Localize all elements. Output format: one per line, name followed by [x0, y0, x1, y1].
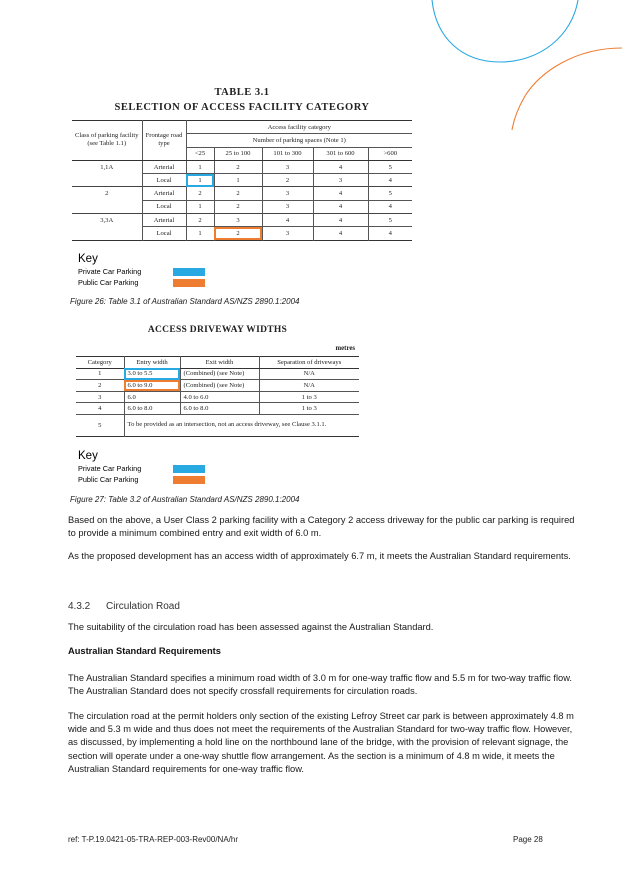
value-cell: 4: [262, 214, 313, 227]
table-3-1-figure: [72, 85, 412, 251]
value-cell: 4: [313, 200, 368, 213]
header-entry: Entry width: [124, 357, 180, 369]
range-header: 25 to 100: [214, 147, 262, 160]
table-3-1-title: TABLE 3.1: [214, 87, 270, 98]
value-cell: 2: [214, 200, 262, 213]
table-row: [76, 380, 359, 392]
range-header: >600: [368, 147, 412, 160]
paragraph-road-width: The Australian Standard specifies a minimum road width of 3.0 m for one-way traffic flow and 5.5 m for two-way traffic flow. The Australian Standard does not specify crossfall requirements for circulation roads.: [68, 673, 572, 697]
value-cell: 3: [262, 160, 313, 173]
value-cell: 4: [313, 160, 368, 173]
exit-cell: (Combined) (see Note): [180, 380, 259, 392]
value-cell: 1: [214, 174, 262, 187]
key-title: Key: [78, 450, 98, 462]
table-3-1-subtitle: SELECTION OF ACCESS FACILITY CATEGORY: [114, 102, 370, 113]
key-public: [78, 475, 208, 485]
road-cell: Arterial: [142, 214, 186, 227]
value-cell: 4: [368, 200, 412, 213]
value-cell: 2: [214, 187, 262, 200]
value-cell: 4: [368, 174, 412, 187]
access-facility-table: [72, 120, 412, 241]
table-3-2-title: ACCESS DRIVEWAY WIDTHS: [147, 325, 288, 335]
class-cell: 1,1A: [100, 163, 114, 171]
blue-arc: [432, 0, 578, 62]
value-cell: 4: [313, 187, 368, 200]
footer-reference: ref: T-P.19.0421-05-TRA-REP-003-Rev00/NA/hr: [68, 835, 239, 844]
value-cell: 1: [186, 227, 214, 240]
class-cell: 2: [72, 187, 142, 200]
header-group: Access facility category: [186, 121, 412, 134]
value-cell: 2: [262, 174, 313, 187]
road-cell: Local: [142, 174, 186, 187]
key-private: [78, 464, 208, 474]
paragraph-driveway-requirement: Based on the above, a User Class 2 parking facility with a Category 2 access driveway for the public car parking is required to provide a minimum combined entry and exit width of 6.0 m.: [68, 515, 575, 539]
value-cell: 2: [186, 214, 214, 227]
key-title: Key: [78, 253, 98, 265]
category-cell: 1: [76, 368, 124, 380]
road-cell: Arterial: [142, 160, 186, 173]
value-cell: 1: [186, 200, 214, 213]
paragraph-circulation-road: The circulation road at the permit holders only section of the existing Lefroy Street car park is between approximately 4.8 m wide and 5.3 m wide and thus does not meet the requirements of the Australian Standard for two-way traffic flow. However, as discussed, by implementing a hold line on the northbound lane of the bridge, with the provision of relevant signage, the section will operate under a one-way shuttle flow arrangement. As the section is a minimum of 4.8 m wide, it meets the Australian Standard requirements for one-way traffic flow.: [68, 711, 574, 774]
value-cell: 5: [368, 214, 412, 227]
value-cell: 3: [214, 214, 262, 227]
header-frontage: Frontage road type: [142, 121, 186, 161]
key-public-label: Public Car Parking: [78, 278, 139, 287]
key-public: [78, 278, 208, 288]
exit-cell: 4.0 to 6.0: [180, 391, 259, 403]
section-title: Circulation Road: [106, 601, 180, 612]
key-public-swatch: [173, 279, 205, 287]
orange-arc: [512, 48, 622, 130]
header-separation: Separation of driveways: [259, 357, 359, 369]
figure-26-caption: Figure 26: Table 3.1 of Australian Standard AS/NZS 2890.1:2004: [70, 297, 300, 306]
key-private-swatch: [173, 465, 205, 473]
table-row: [72, 214, 412, 227]
value-cell: 3: [262, 200, 313, 213]
table-3-2-figure: [72, 320, 363, 450]
road-cell: Arterial: [142, 187, 186, 200]
table-3-2-unit: metres: [335, 345, 355, 352]
range-header: 301 to 600: [313, 147, 368, 160]
table-row: [76, 391, 359, 403]
header-subgroup: Number of parking spaces (Note 1): [186, 134, 412, 147]
subheading-standard-requirements: Australian Standard Requirements: [68, 646, 221, 656]
road-cell: Local: [142, 227, 186, 240]
driveway-widths-table: [76, 356, 359, 437]
value-cell: 4: [368, 227, 412, 240]
table-row: [76, 414, 359, 436]
key-legend: [78, 450, 142, 484]
highlight-public-cell: 2: [214, 227, 262, 240]
class-cell: 3,3A: [72, 214, 142, 227]
exit-cell: 6.0 to 8.0: [180, 403, 259, 415]
key-private-label: Private Car Parking: [78, 267, 142, 276]
separation-cell: N/A: [259, 368, 359, 380]
table-row: [72, 174, 412, 187]
value-cell: 3: [313, 174, 368, 187]
separation-cell: 1 to 3: [259, 391, 359, 403]
table-row: [72, 200, 412, 213]
class-cell-empty: [72, 174, 142, 187]
key-private-swatch: [173, 268, 205, 276]
table-row: [72, 187, 412, 200]
value-cell: 2: [186, 187, 214, 200]
section-heading: [68, 601, 180, 612]
header-exit: Exit width: [180, 357, 259, 369]
category-cell: 2: [76, 380, 124, 392]
range-header: 101 to 300: [262, 147, 313, 160]
table-row: [76, 403, 359, 415]
paragraph-access-width: As the proposed development has an access width of approximately 6.7 m, it meets the Australian Standard requirements.: [68, 551, 571, 561]
value-cell: 4: [313, 214, 368, 227]
section-number: 4.3.2: [68, 601, 91, 612]
header-category: Category: [76, 357, 124, 369]
value-cell: 5: [368, 187, 412, 200]
class-cell-empty: [72, 227, 142, 240]
table-row: [72, 227, 412, 240]
footer-page-number: Page 28: [513, 835, 543, 844]
value-cell: 2: [214, 160, 262, 173]
highlight-public-entry: 6.0 to 9.0: [124, 380, 180, 392]
road-cell: Local: [142, 200, 186, 213]
key-legend: [78, 253, 142, 287]
value-cell: 3: [262, 187, 313, 200]
key-private-label: Private Car Parking: [78, 464, 142, 473]
key-public-swatch: [173, 476, 205, 484]
class-cell-empty: [72, 200, 142, 213]
table-row: [72, 160, 412, 173]
table-row: [76, 368, 359, 380]
value-cell: 5: [368, 160, 412, 173]
value-cell: 4: [313, 227, 368, 240]
category-cell: 5: [98, 421, 102, 429]
paragraph-suitability: The suitability of the circulation road has been assessed against the Australian Standard.: [68, 622, 434, 632]
separation-cell: 1 to 3: [259, 403, 359, 415]
category-cell: 3: [76, 391, 124, 403]
key-private: [78, 267, 208, 277]
separation-cell: N/A: [259, 380, 359, 392]
value-cell: 3: [262, 227, 313, 240]
value-cell: 1: [186, 160, 214, 173]
entry-cell: 6.0: [124, 391, 180, 403]
figure-27-caption: Figure 27: Table 3.2 of Australian Standard AS/NZS 2890.1:2004: [70, 495, 300, 504]
entry-cell: 6.0 to 8.0: [124, 403, 180, 415]
highlight-private-entry: 3.0 to 5.5: [124, 368, 180, 380]
key-public-label: Public Car Parking: [78, 475, 139, 484]
highlight-private-cell: 1: [186, 174, 214, 187]
category-cell: 4: [76, 403, 124, 415]
header-class: Class of parking facility (see Table 1.1): [72, 121, 142, 161]
intersection-note-cell: To be provided as an intersection, not an access driveway, see Clause 3.1.1.: [124, 414, 359, 436]
exit-cell: (Combined) (see Note): [180, 368, 259, 380]
range-header: <25: [186, 147, 214, 160]
